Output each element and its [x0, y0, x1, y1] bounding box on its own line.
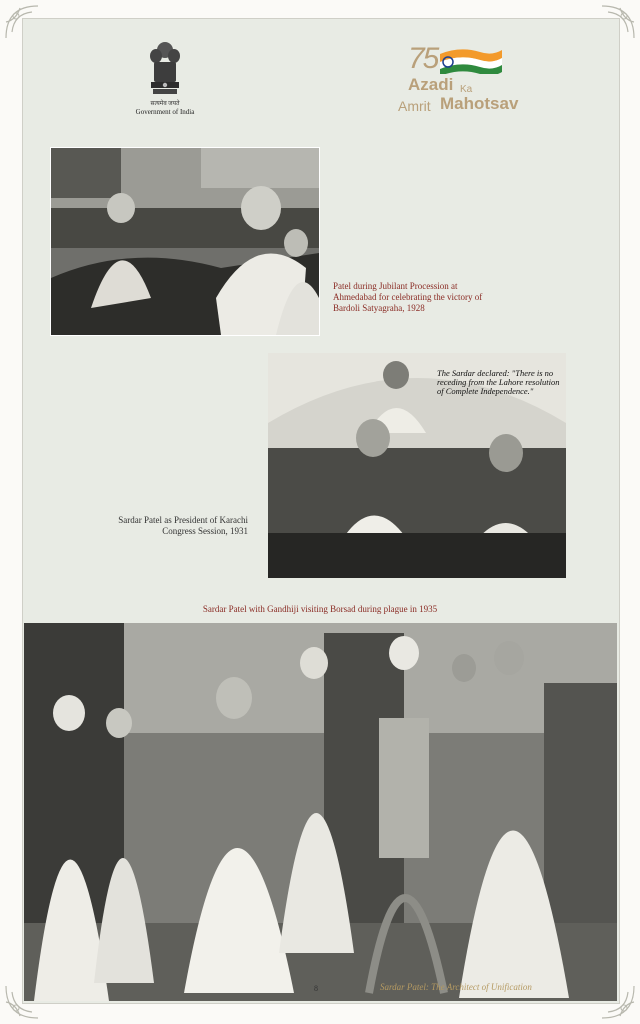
government-label: Government of India	[135, 108, 195, 116]
logo-ka: Ka	[460, 84, 473, 95]
caption-borsad-visit: Sardar Patel with Gandhiji visiting Borsad during plague in 1935	[202, 604, 438, 614]
photo-borsad-visit	[24, 623, 617, 1001]
logo-amrit: Amrit	[398, 98, 431, 114]
government-emblem	[130, 40, 200, 116]
corner-ornament-icon	[598, 2, 638, 42]
flag-icon	[440, 48, 502, 74]
caption-karachi-session: Sardar Patel as President of Karachi Congress Session, 1931	[118, 515, 248, 536]
lion-capital-icon	[148, 40, 182, 98]
logo-azadi: Azadi	[408, 75, 454, 94]
page-number: 8	[314, 984, 318, 993]
logo-number: 75	[408, 42, 438, 75]
quote-lahore-resolution: The Sardar declared: "There is no receding from the Lahore resolution of Complete Independence."	[437, 368, 560, 396]
footer-title: Sardar Patel: The Architect of Unification	[380, 982, 532, 992]
logo-mahotsav: Mahotsav	[440, 94, 519, 113]
emblem-motto: सत्यमेव जयते	[150, 101, 180, 107]
photo-jubilant-procession	[50, 147, 320, 336]
corner-ornament-icon	[2, 2, 42, 42]
caption-procession: Patel during Jubilant Procession at Ahmedabad for celebrating the victory of Bardoli Satyagraha, 1928	[333, 281, 483, 313]
azadi-ka-amrit-mahotsav-logo	[398, 42, 528, 112]
